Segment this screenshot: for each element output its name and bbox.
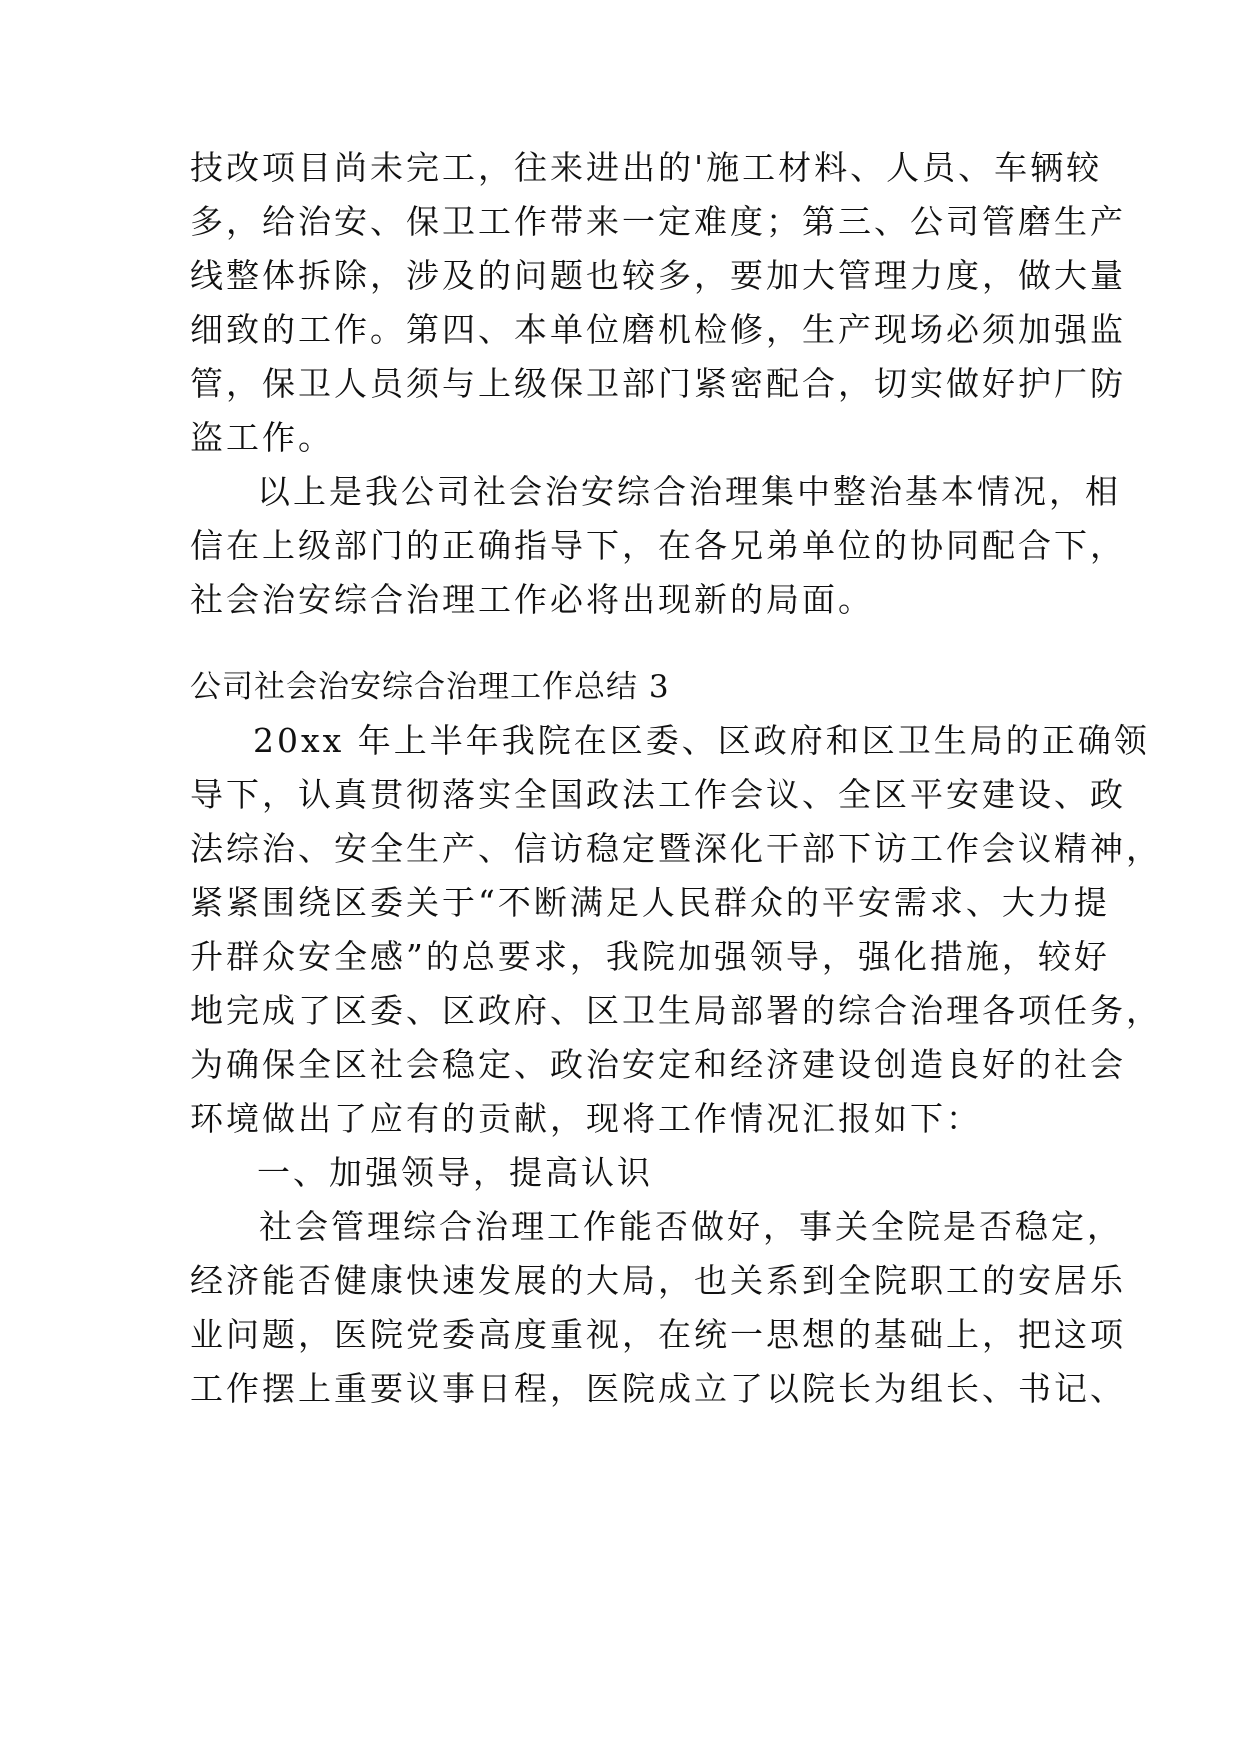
paragraph-3-line-2: 导下，认真贯彻落实全国政法工作会议、全区平安建设、政 [190,775,1126,814]
paragraph-1-line-6: 盗工作。 [190,418,334,457]
paragraph-3-line-8: 环境做出了应有的贡献，现将工作情况汇报如下： [190,1099,982,1138]
heading-strengthen-leadership: 一、加强领导，提高认识 [257,1153,653,1192]
section-title: 公司社会治安综合治理工作总结 3 [190,669,670,705]
paragraph-2-line-1: 以上是我公司社会治安综合治理集中整治基本情况，相 [257,472,1121,511]
paragraph-1-line-1: 技改项目尚未完工，往来进出的'施工材料、人员、车辆较 [190,148,1103,187]
paragraph-2-line-2: 信在上级部门的正确指导下，在各兄弟单位的协同配合下， [190,526,1126,565]
paragraph-3-line-6: 地完成了区委、区政府、区卫生局部署的综合治理各项任务， [190,991,1162,1030]
paragraph-1-line-4: 细致的工作。第四、本单位磨机检修，生产现场必须加强监 [190,310,1126,349]
paragraph-1-line-3: 线整体拆除，涉及的问题也较多，要加大管理力度，做大量 [190,256,1126,295]
paragraph-3-line-5: 升群众安全感”的总要求，我院加强领导，强化措施，较好 [190,937,1110,976]
paragraph-1-line-2: 多，给治安、保卫工作带来一定难度；第三、公司管磨生产 [190,202,1126,241]
paragraph-4-line-3: 业问题，医院党委高度重视，在统一思想的基础上，把这项 [190,1315,1126,1354]
paragraph-4-line-4: 工作摆上重要议事日程，医院成立了以院长为组长、书记、 [190,1369,1126,1408]
paragraph-3-line-1: 20xx 年上半年我院在区委、区政府和区卫生局的正确领 [253,721,1150,760]
paragraph-3-line-7: 为确保全区社会稳定、政治安定和经济建设创造良好的社会 [190,1045,1126,1084]
paragraph-4-line-1: 社会管理综合治理工作能否做好，事关全院是否稳定， [259,1207,1123,1246]
paragraph-3-line-4: 紧紧围绕区委关于“不断满足人民群众的平安需求、大力提 [190,883,1110,922]
paragraph-4-line-2: 经济能否健康快速发展的大局，也关系到全院职工的安居乐 [190,1261,1126,1300]
paragraph-2-line-3: 社会治安综合治理工作必将出现新的局面。 [190,580,874,619]
paragraph-1-line-5: 管，保卫人员须与上级保卫部门紧密配合，切实做好护厂防 [190,364,1126,403]
paragraph-3-line-3: 法综治、安全生产、信访稳定暨深化干部下访工作会议精神， [190,829,1162,868]
